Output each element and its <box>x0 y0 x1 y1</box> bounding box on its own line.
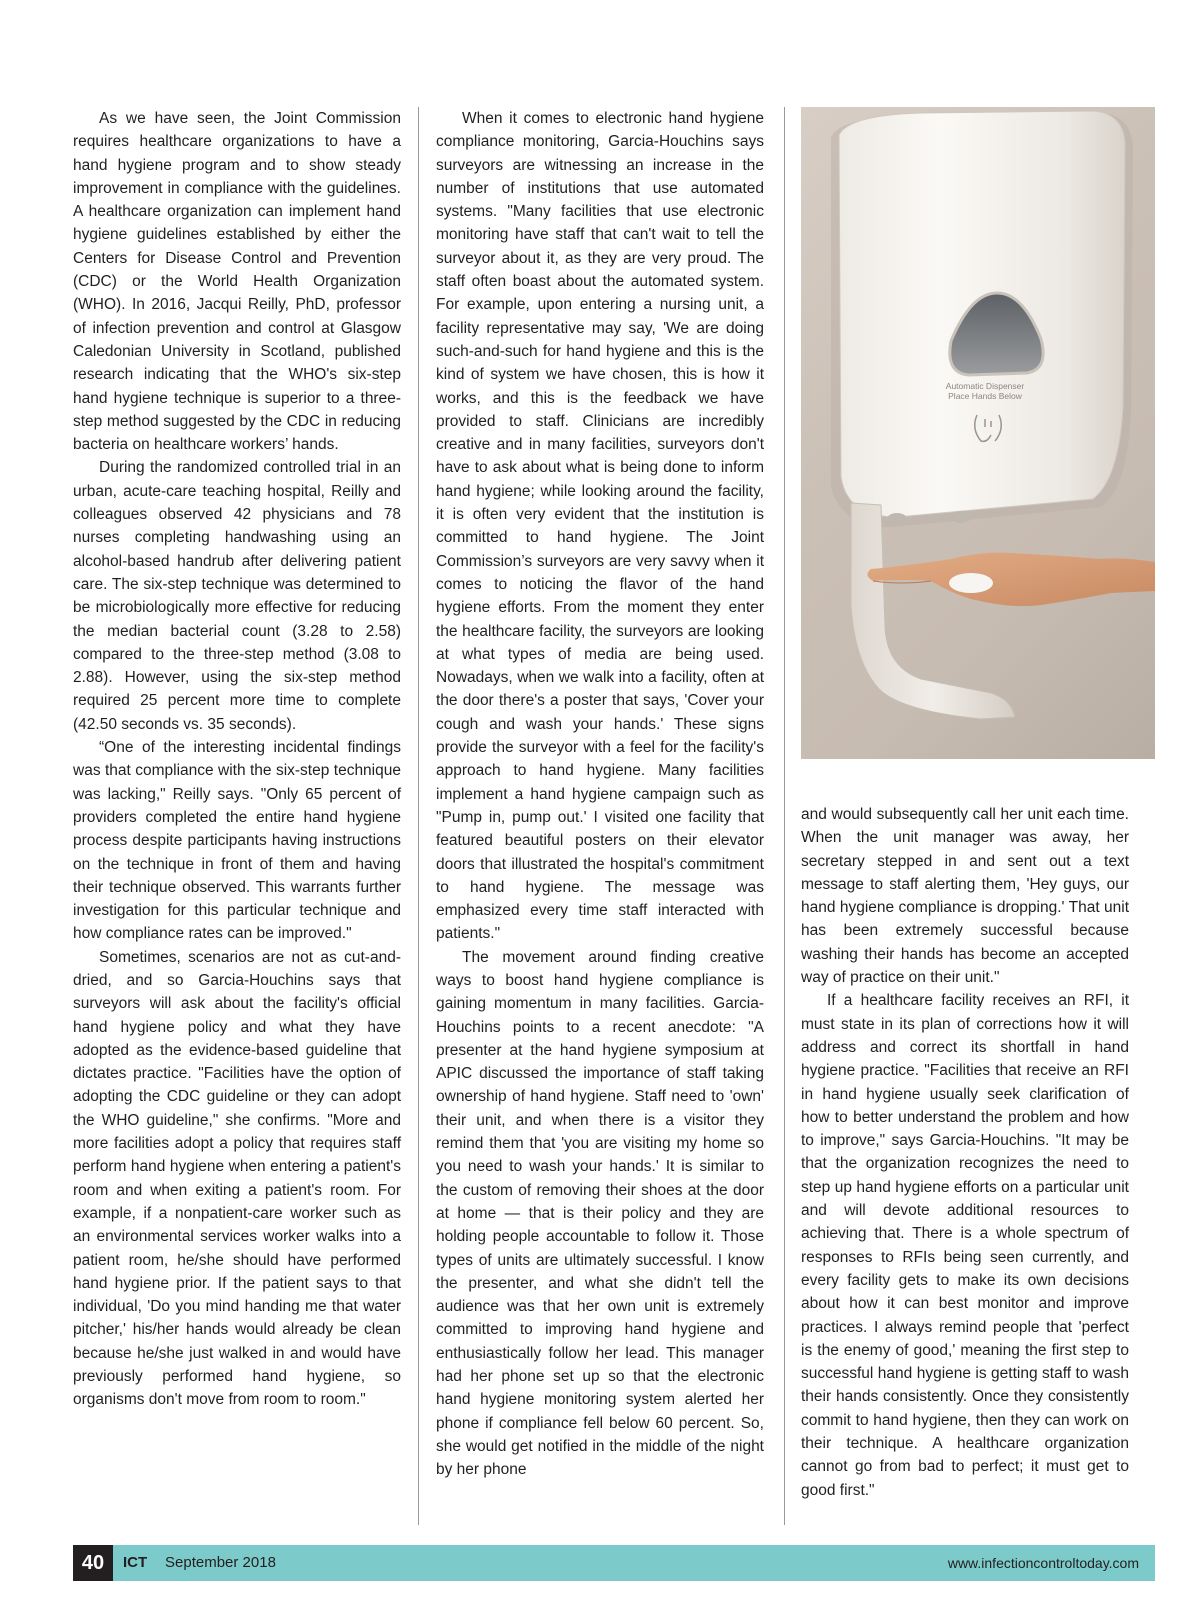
page-number: 40 <box>73 1545 113 1581</box>
paragraph: During the randomized controlled trial in an urban, acute-care teaching hospital, Reilly and colleagues observed 42 physicians and 78 nurses completing handwashing using an alcohol-based handrub after delivering patient care. The six-step technique was determined to be microbiologically more effective for reducing the median bacterial count (3.28 to 2.58) compared to the three-step method (3.08 to 2.88). However, using the six-step method required 25 percent more time to complete (42.50 seconds vs. 35 seconds). <box>73 459 401 733</box>
paragraph: As we have seen, the Joint Commission requires healthcare organizations to have a hand hygiene program and to show steady improvement in compliance with the guidelines. A healthcare organization can implement hand hygiene guidelines established by either the Centers for Disease Control and Prevention (CDC) or the World Health Organization (WHO). In 2016, Jacqui Reilly, PhD, professor of infection prevention and control at Glasgow Caledonian University in Scotland, published research indicating that the WHO's six-step hand hygiene technique is superior to a three-step method suggested by the CDC in reducing bacteria on healthcare workers’ hands. <box>73 110 401 454</box>
column-divider <box>784 107 785 1525</box>
dispenser-label-line1: Automatic Dispenser <box>945 381 1025 391</box>
paragraph: When it comes to electronic hand hygiene compliance monitoring, Garcia-Houchins says surveyors are witnessing an increase in the number of institutions that use automated systems. "Many facilities that use electronic monitoring have staff that can't wait to tell the surveyor about it, as they are very proud. The staff often boast about the automated system. For example, upon entering a nursing unit, a facility representative may say, 'We are doing such-and-such for hand hygiene and this is the kind of system we have chosen, this is how it works, and this is the feedback we have provided to staff. Clinicians are incredibly creative and in many facilities, surveyors don't have to ask about what is being done to inform hand hygiene; while looking around the facility, it is often very evident that the institution is committed to hand hygiene. The Joint Commission’s surveyors are very savvy when it comes to noticing the flavor of the hand hygiene efforts. From the moment they enter the healthcare facility, the surveyors are looking at what types of media are being used. Nowadays, when we walk into a facility, often at the door there's a poster that says, 'Cover your cough and wash your hands.' These signs provide the surveyor with a feel for the facility's approach to hand hygiene. Many facilities implement a hand hygiene campaign such as "Pump in, pump out.' I visited one facility that featured beautiful posters on their elevator doors that illustrated the hospital's commitment to hand hygiene. The message was emphasized every time staff interacted with patients." <box>436 110 764 943</box>
column-divider <box>418 107 419 1525</box>
paragraph: Sometimes, scenarios are not as cut-and-dried, and so Garcia-Houchins says that surveyors will ask about the facility's official hand hygiene policy and what they have adopted as the evidence-based guideline that dictates practice. "Facilities have the option of adopting the CDC guideline or they can adopt the WHO guideline," she confirms. "More and more facilities adopt a policy that requires staff perform hand hygiene when entering a patient's room and when exiting a patient's room. For example, if a nonpatient-care worker such as an environmental services worker walks into a patient room, he/she should have performed hand hygiene prior. If the patient says to that individual, 'Do you mind handing me that water pitcher,' his/her hands would already be clean because he/she just walked in and would have previously performed hand hygiene, so organisms don't move from room to room." <box>73 948 401 1409</box>
article-column-3 <box>801 803 1129 1502</box>
website-url[interactable]: www.infectioncontroltoday.com <box>947 1555 1139 1571</box>
article-column-1 <box>73 107 401 1412</box>
issue-date: September 2018 <box>165 1554 276 1571</box>
dispenser-label-line2: Place Hands Below <box>948 391 1022 401</box>
article-column-2 <box>436 107 764 1482</box>
paragraph: If a healthcare facility receives an RFI, it must state in its plan of corrections how it will address and correct its shortfall in hand hygiene practice. "Facilities that receive an RFI in hand hygiene usually seek clarification of how to better understand the problem and how to improve," says Garcia-Houchins. "It may be that the organization recognizes the need to step up hand hygiene efforts on a particular unit and will devote additional resources to achieving that. There is a whole spectrum of responses to RFIs being seen currently, and every facility gets to make its own decisions about how it can best monitor and improve practices. I always remind people that 'perfect is the enemy of good,' meaning the first step to successful hand hygiene is getting staff to wash their hands consistently. Once they consistently commit to hand hygiene, then they can work on their technique. A healthcare organization cannot go from bad to perfect; it must get to good first." <box>801 992 1129 1499</box>
paragraph: The movement around finding creative ways to boost hand hygiene compliance is gaining momentum in many facilities. Garcia-Houchins points to a recent anecdote: "A presenter at the hand hygiene symposium at APIC discussed the importance of staff taking ownership of hand hygiene. Staff need to 'own' their unit, and when there is a visitor they remind them that 'you are visiting my home so you need to wash your hands.' It is similar to the custom of removing their shoes at the door at home — that is their policy and they are holding people accountable to follow it. Those types of units are ultimately successful. I know the presenter, and what she didn't tell the audience was that her own unit is extremely committed to improving hand hygiene and enthusiastically follow her lead. This manager had her phone set up so that the electronic hand hygiene monitoring system alerted her phone if compliance fell below 60 percent. So, she would get notified in the middle of the night by her phone <box>436 948 764 1479</box>
paragraph: “One of the interesting incidental findings was that compliance with the six-step technique was lacking," Reilly says. "Only 65 percent of providers completed the entire hand hygiene process despite participants having instructions on the technique in front of them and having their technique observed. This warrants further investigation for this particular technique and how compliance rates can be improved." <box>73 739 401 943</box>
magazine-name: ICT <box>123 1554 148 1571</box>
paragraph: and would subsequently call her unit each time. When the unit manager was away, her secretary stepped in and sent out a text message to staff alerting them, 'Hey guys, our hand hygiene compliance is dropping.' That unit has been extremely successful because washing their hands has become an accepted way of practice on their unit." <box>801 806 1129 987</box>
hand-sanitizer-dispenser-photo <box>801 107 1155 759</box>
page-footer <box>73 1545 1155 1581</box>
